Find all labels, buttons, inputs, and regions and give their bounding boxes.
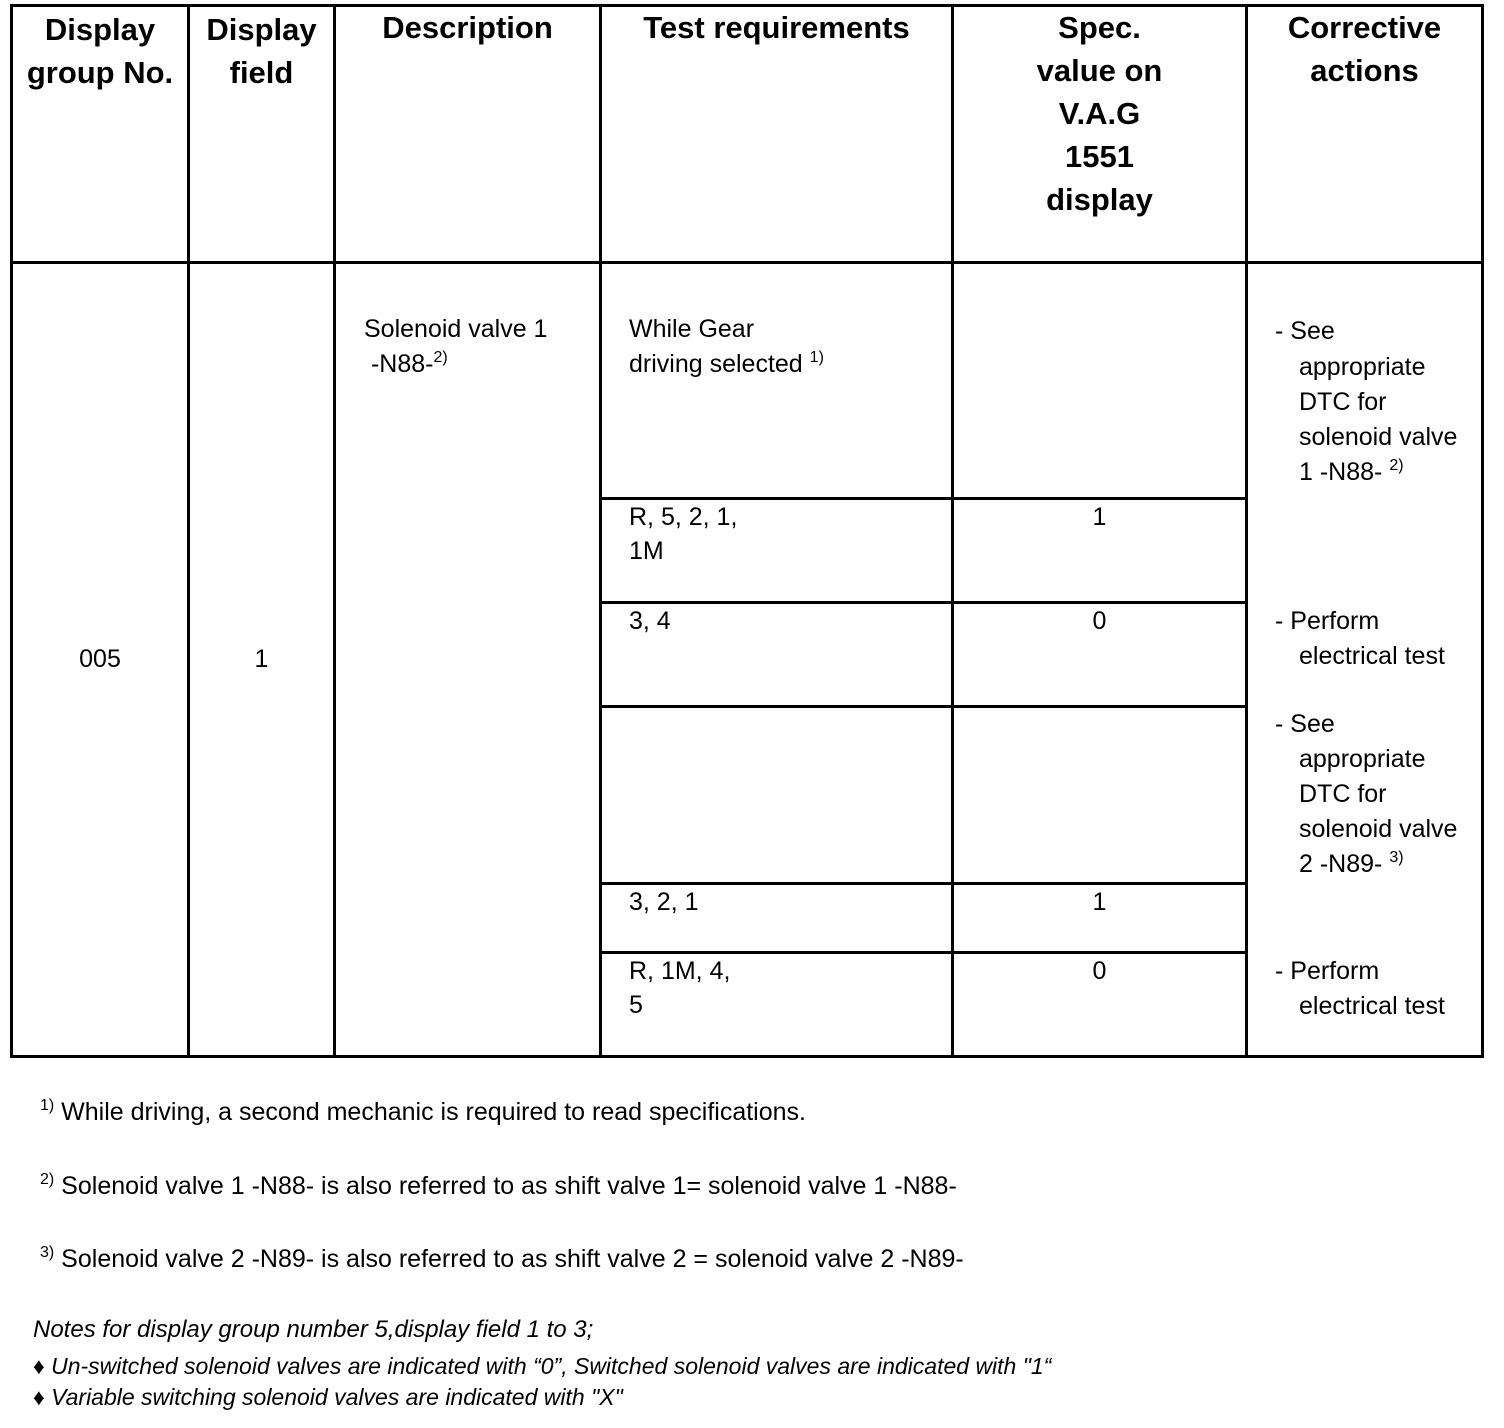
action-see-dtc-n89: - See appropriate DTC for solenoid valve 2 -N89- $^{3)}$ [1275,710,1458,878]
cell-test-intro: While Gear driving selected $^{1)}$ [629,315,824,378]
col-divider [187,4,190,1058]
test-req-4: R, 1M, 4, 5 [629,957,731,1019]
notes-title: Notes for display group number 5,display field 1 to 3; [33,1316,594,1343]
subrow-divider [599,705,1248,708]
spec-value-3: 1 [1092,888,1107,916]
spec-value-4: 0 [1092,957,1107,985]
test-req-1: R, 5, 2, 1, 1M [629,503,738,565]
header-corrective-actions: Corrective actions [1287,10,1442,88]
spec-value-1: 1 [1092,503,1107,531]
footnote-ref: 1) [809,349,824,366]
action-perform-electrical-test-2: - Perform electrical test [1275,957,1445,1020]
header-description: Description [382,10,553,45]
header-display-group-no: Display group No. [26,12,174,90]
test-req-3: 3, 2, 1 [629,888,699,916]
col-divider [599,4,602,1058]
notes-item: ♦ Un-switched solenoid valves are indicated with “0”, Switched solenoid valves are indicated with "1“ [33,1353,1052,1379]
table-border-left [10,4,13,1058]
footnote-ref: 3) [1389,849,1404,866]
footnote-ref: 2) [433,349,448,366]
cell-group-no: 005 [79,645,121,673]
cell-field: 1 [254,645,269,673]
header-display-field: Display field [206,12,317,90]
header-separator [10,261,1484,264]
table-border-bottom [10,1055,1484,1058]
cell-description: Solenoid valve 1 -N88-$^{2)}$ [364,315,548,378]
action-see-dtc-n88: - See appropriate DTC for solenoid valve 1 -N88- $^{2)}$ [1275,317,1458,486]
notes-item: ♦ Variable switching solenoid valves are indicated with "X" [33,1384,623,1410]
header-test-requirements: Test requirements [643,10,910,45]
footnote-1: $^{1)}$ While driving, a second mechanic is required to read specifications. [40,1097,806,1126]
footnote-ref: 2) [1389,457,1404,474]
header-spec-value: Spec. value on V.A.G 1551 display [1036,10,1163,217]
action-perform-electrical-test-1: - Perform electrical test [1275,607,1445,670]
footnote-2: $^{2)}$ Solenoid valve 1 -N88- is also referred to as shift valve 1= solenoid valve 1 -N88- [40,1171,957,1200]
col-divider [333,4,336,1058]
test-req-2: 3, 4 [629,607,671,635]
col-divider [1245,4,1248,1058]
spec-value-2: 0 [1092,607,1107,635]
footnote-3: $^{3)}$ Solenoid valve 2 -N89- is also referred to as shift valve 2 = solenoid valve 2 -N89- [40,1244,964,1273]
table-border-right [1481,4,1484,1058]
